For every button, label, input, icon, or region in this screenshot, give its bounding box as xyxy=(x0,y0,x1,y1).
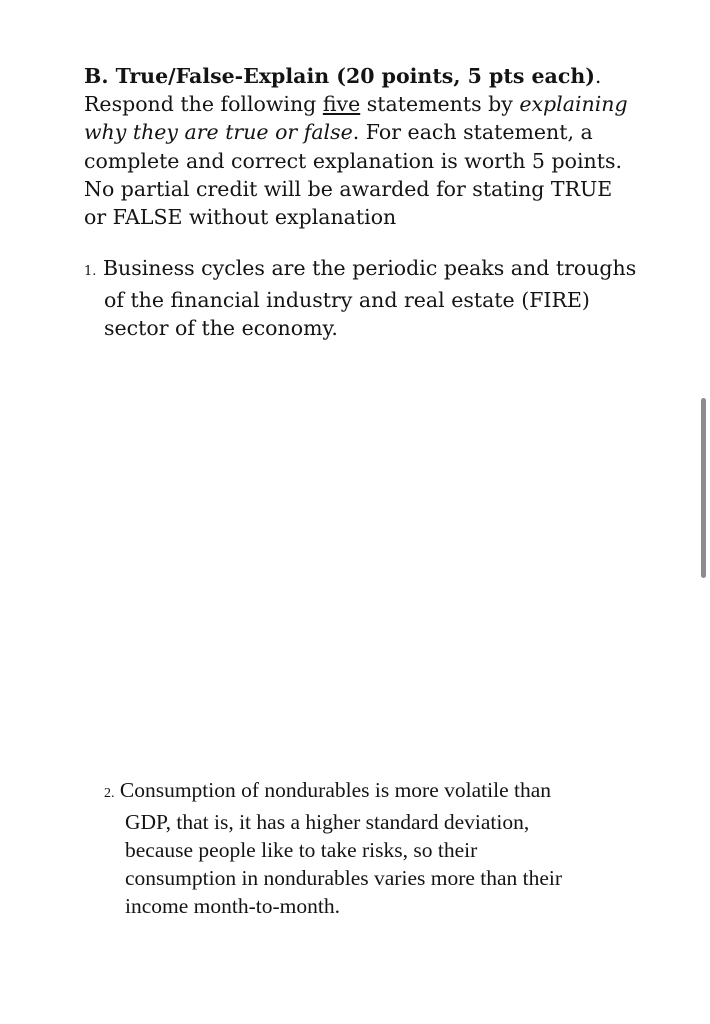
question-2-line-3: because people like to take risks, so their xyxy=(125,838,478,862)
vertical-scrollbar[interactable] xyxy=(701,398,706,578)
italic-text: why they are true or false xyxy=(84,120,353,145)
instructions-line-2 xyxy=(84,90,628,118)
question-text: Consumption of nondurables is more volatile than xyxy=(119,778,552,802)
heading-period: . xyxy=(594,64,602,88)
question-text: Business cycles are the periodic peaks and troughs xyxy=(102,256,637,280)
instructions-text: Respond the following xyxy=(84,92,323,117)
instructions-text: . For each statement, a xyxy=(352,120,593,145)
instructions-line-3 xyxy=(84,118,624,146)
question-2-line-5: income month-to-month. xyxy=(125,894,340,918)
question-1 xyxy=(84,254,644,343)
question-1-line-3: sector of the economy. xyxy=(104,316,338,341)
question-number: 2. xyxy=(104,786,115,801)
italic-text: explaining xyxy=(519,92,628,117)
question-number: 1. xyxy=(84,264,97,279)
instructions-line-6: or FALSE without explanation xyxy=(84,205,397,230)
section-heading: B. True/False-Explain (20 points, 5 pts each) xyxy=(84,64,595,88)
instructions-text: statements by xyxy=(360,92,520,117)
question-1-line-1 xyxy=(84,254,644,286)
instructions-line-5: No partial credit will be awarded for stating TRUE xyxy=(84,176,613,201)
question-2 xyxy=(104,776,644,920)
question-2-line-2: GDP, that is, it has a higher standard deviation, xyxy=(125,810,530,834)
question-2-line-4: consumption in nondurables varies more than their xyxy=(125,866,563,890)
question-2-line-1 xyxy=(104,776,644,808)
instructions-line-4: complete and correct explanation is worth 5 points. xyxy=(84,148,622,173)
underlined-word: five xyxy=(322,92,361,117)
question-1-line-2: of the financial industry and real estate (FIRE) xyxy=(104,288,590,313)
instructions-line-1 xyxy=(84,62,624,90)
section-instructions xyxy=(84,62,628,231)
